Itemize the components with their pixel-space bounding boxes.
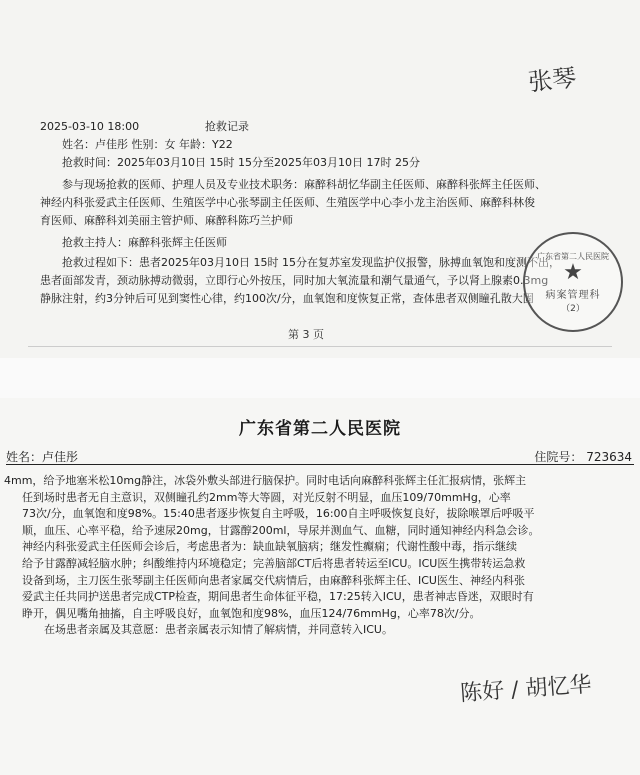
- patient-info-line: 姓名：卢佳彤 性别：女 年龄：Y22: [62, 138, 233, 151]
- inpatient-number: 住院号： 723634: [534, 450, 632, 464]
- participants-line-3: 育医师、麻醉科刘美丽主管护师、麻醉科陈巧兰护师: [40, 214, 293, 227]
- rescue-process-line-1: 抢救过程如下：患者2025年03月10日 15时 15分在复苏室发现监护仪报警，脉搏血氧饱和度测不出，: [62, 256, 560, 269]
- page-divider: [28, 346, 612, 347]
- record-date: 2025-03-10 18:00: [40, 120, 140, 133]
- record-heading: [40, 118, 249, 134]
- page-gap: [0, 358, 640, 398]
- body-line: 爱武主任共同护送患者完成CTP检查，期间患者生命体征平稳，17:25转入ICU，患者神志昏迷，双眼时有: [22, 590, 534, 604]
- body-line: 设备到场，主刀医生张琴副主任医师向患者家属交代病情后，由麻醉科张辉主任、ICU医生、神经内科张: [22, 573, 525, 587]
- body-line: 给予甘露醇减轻脑水肿；纠酸维持内环境稳定；完善脑部CT后将患者转运至ICU。ICU医生携带转运急救: [22, 556, 526, 570]
- family-opinion: 在场患者亲属及其意愿：患者亲属表示知情了解病情，并同意转入ICU。: [44, 623, 393, 637]
- body-line: 73次/分，血氧饱和度98%。15:40患者逐步恢复自主呼吸，16:00自主呼吸恢复良好，拔除喉罩后呼吸平: [22, 507, 535, 521]
- patient-name: 姓名：卢佳彤: [6, 450, 79, 464]
- body-line: 任到场时患者无自主意识，双侧瞳孔约2mm等大等圆，对光反射不明显，血压109/70mmHg，心率: [22, 490, 511, 504]
- stamp-dept: 病案管理科: [545, 289, 601, 301]
- body-line: 顺，血压、心率平稳，给予速尿20mg，甘露醇200ml，导尿并测血气、血糖，同时通知神经内科急会诊。: [22, 523, 540, 537]
- body-line: 睁开，偶见嘴角抽搐，自主呼吸良好，血氧饱和度98%，血压124/76mmHg，心率78次/分。: [22, 606, 481, 620]
- participants-line-1: 参与现场抢救的医师、护理人员及专业技术职务：麻醉科胡忆华副主任医师、麻醉科张辉主任医师、: [62, 178, 546, 191]
- hospital-seal-stamp: [523, 232, 623, 332]
- rescue-process-line-3: 静脉注射，约3分钟后可见到窦性心律，约100次/分，血氧饱和度恢复正常，查体患者双侧瞳孔散大固: [40, 292, 534, 305]
- stamp-number: （2）: [561, 303, 585, 314]
- handwritten-signatures-bottom: 陈好 / 胡忆华: [459, 672, 593, 707]
- rescue-host-line: 抢救主持人：麻醉科张辉主任医师: [62, 236, 227, 249]
- participants-line-2: 神经内科张爱武主任医师、生殖医学中心张琴副主任医师、生殖医学中心李小龙主治医师、麻醉科林俊: [40, 196, 535, 209]
- star-icon: ★: [563, 259, 583, 285]
- record-body: [4, 473, 630, 639]
- handwritten-signature-top: 张琴: [526, 63, 578, 97]
- patient-header-row: [6, 448, 634, 465]
- stamp-hospital-name: 广东省第二人民医院: [537, 251, 609, 261]
- hospital-title: 广东省第二人民医院: [239, 419, 401, 439]
- rescue-time-line: 抢救时间：2025年03月10日 15时 15分至2025年03月10日 17时 25分: [62, 156, 420, 169]
- record-title: 抢救记录: [205, 120, 249, 133]
- body-line: 神经内科张爱武主任医师会诊后，考虑患者为：缺血缺氧脑病；继发性癫痫；代谢性酸中毒，指示继续: [22, 540, 517, 554]
- rescue-process-line-2: 患者面部发青，颈动脉搏动微弱，立即行心外按压，同时加大氧流量和潮气量通气，予以肾上腺素0.3mg: [40, 274, 549, 287]
- page-number: 第 3 页: [288, 328, 324, 341]
- body-line: 4mm，给予地塞米松10mg静注，冰袋外敷头部进行脑保护。同时电话向麻醉科张辉主任汇报病情，张辉主: [4, 474, 527, 487]
